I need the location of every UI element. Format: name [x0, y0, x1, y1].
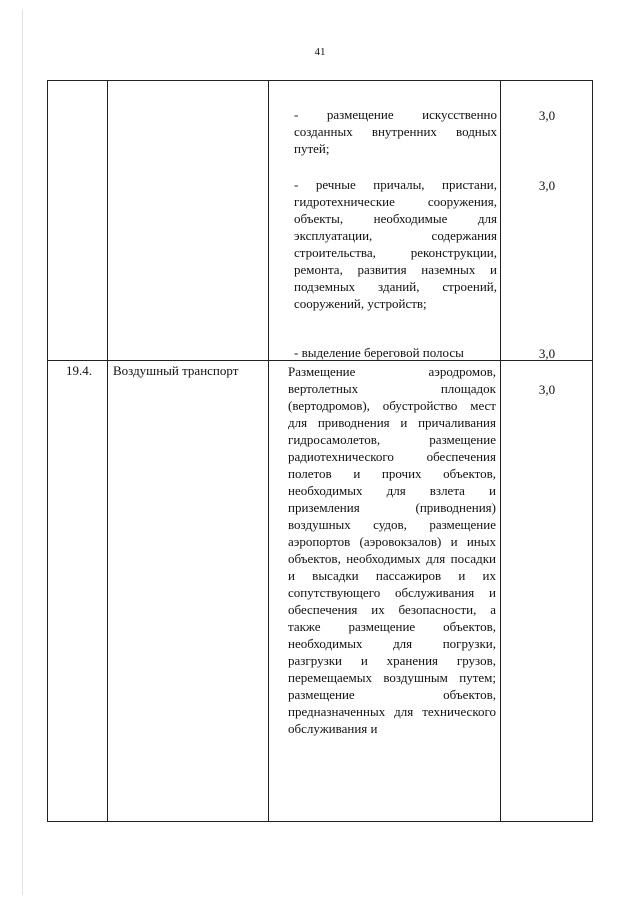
- table-cell-description: Размещение аэродромов, вертолетных площадок (вертодромов), обустройство мест для приводнения и причаливания гидросамолетов, размещение радиотехнического обеспечения полетов и прочих объектов, необходимых для взлета и приземления (приводнения) воздушных судов, размещение аэропортов (аэровокзалов) и иных объектов, необходимых для посадки и высадки пассажиров и их сопутствующего обслуживания и обеспечения их безопасности, а также размещение объектов, необходимых для погрузки, разгрузки и хранения грузов, перемещаемых воздушным путем; размещение объектов, предназначенных для технического обслуживания и: [288, 364, 496, 736]
- table-cell-value: 3,0: [538, 108, 556, 123]
- column-divider: [500, 81, 501, 821]
- page-number: 41: [314, 46, 326, 58]
- table-cell-number: 19.4.: [66, 363, 92, 378]
- column-divider: [107, 81, 108, 821]
- table-cell-description: - выделение береговой полосы: [294, 345, 464, 360]
- column-divider: [268, 81, 269, 821]
- table-cell-description: - речные причалы, пристани, гидротехнические сооружения, объекты, необходимые для эксплуатации, содержания строительства, реконструкции, ремонта, развития наземных и подземных зданий, строений, сооружений, устройств;: [294, 177, 497, 311]
- table-cell-value: 3,0: [538, 346, 556, 361]
- land-use-table: [47, 80, 593, 822]
- table-cell-description: - размещение искусственно созданных внутренних водных путей;: [294, 107, 497, 156]
- scan-edge-line: [22, 10, 23, 895]
- table-cell-name: Воздушный транспорт: [113, 363, 239, 378]
- table-cell-value: 3,0: [538, 178, 556, 193]
- table-cell-value: 3,0: [538, 382, 556, 397]
